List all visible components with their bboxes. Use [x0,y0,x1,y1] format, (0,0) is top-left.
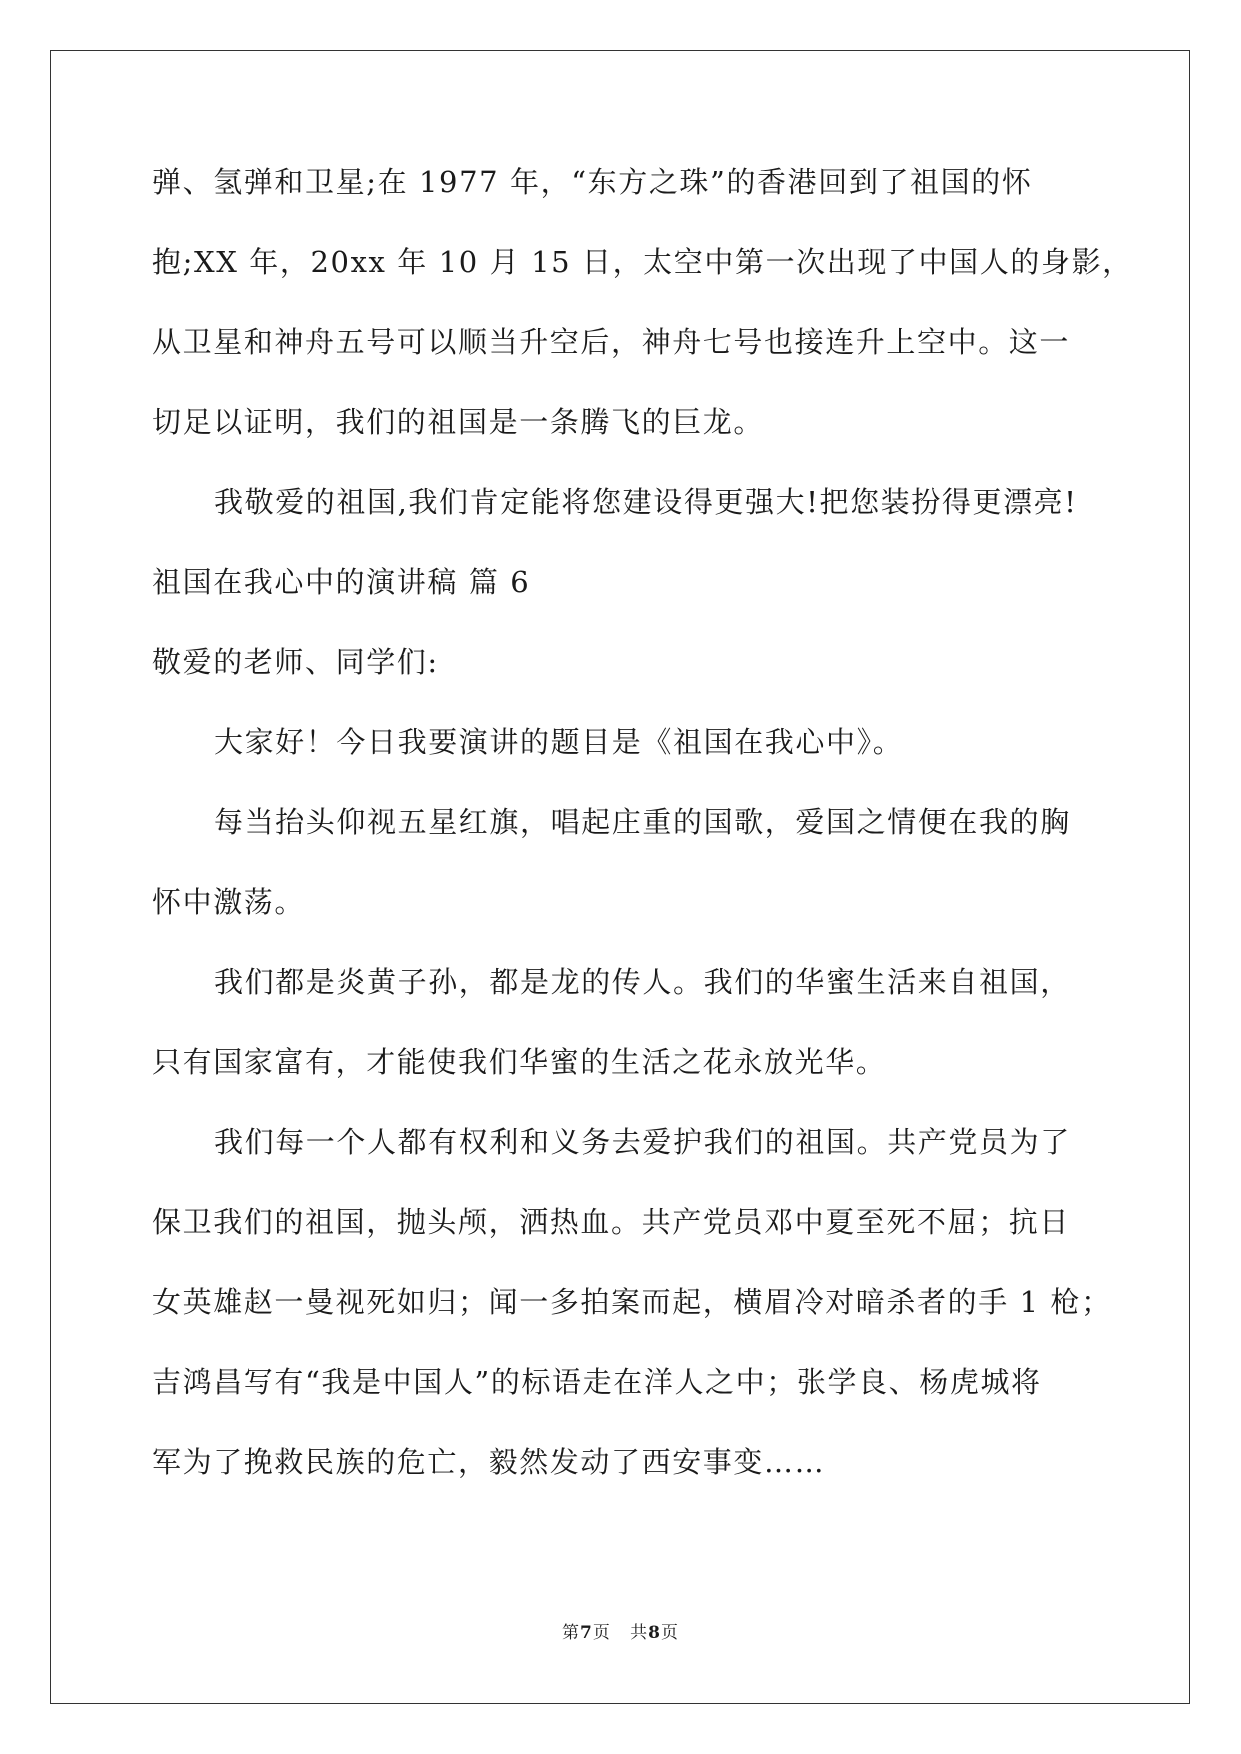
text-line: 每当抬头仰视五星红旗，唱起庄重的国歌，爱国之情便在我的胸 [214,805,1071,839]
text-line: 从卫星和神舟五号可以顺当升空后，神舟七号也接连升上空中。这一 [152,325,1071,359]
footer-total-prefix: 共 [630,1623,649,1643]
text-line: 怀中激荡。 [152,885,306,919]
text-line: 女英雄赵一曼视死如归；闻一多拍案而起，横眉冷对暗杀者的手 1 枪； [152,1285,1112,1319]
text-line: 保卫我们的祖国，抛头颅，洒热血。共产党员邓中夏至死不屈；抗日 [152,1205,1071,1239]
text-line: 军为了挽救民族的危亡，毅然发动了西安事变…… [152,1445,826,1479]
footer-page-word: 页 [592,1623,611,1643]
text-line: 只有国家富有，才能使我们华蜜的生活之花永放光华。 [152,1045,887,1079]
text-line: 我们每一个人都有权利和义务去爱护我们的祖国。共产党员为了 [214,1125,1071,1159]
text-line: 敬爱的老师、同学们: [152,645,439,679]
text-line: 祖国在我心中的演讲稿 篇 6 [152,565,531,599]
document-body [152,160,1133,1520]
footer-prefix: 第 [562,1623,581,1643]
text-line: 切足以证明，我们的祖国是一条腾飞的巨龙。 [152,405,765,439]
total-page-number: 8 [648,1623,661,1643]
page-footer [0,1618,1241,1643]
text-line: 弹、氢弹和卫星;在 1977 年，“东方之珠”的香港回到了祖国的怀 [152,165,1033,199]
text-line: 大家好！今日我要演讲的题目是《祖国在我心中》。 [214,725,904,759]
text-line: 我敬爱的祖国,我们肯定能将您建设得更强大!把您装扮得更漂亮! [214,485,1078,519]
text-line: 抱;XX 年，20xx 年 10 月 15 日，太空中第一次出现了中国人的身影， [152,245,1133,279]
current-page-number: 7 [580,1623,593,1643]
footer-total-suffix: 页 [660,1623,679,1643]
text-line: 吉鸿昌写有“我是中国人”的标语走在洋人之中；张学良、杨虎城将 [152,1365,1042,1399]
text-line: 我们都是炎黄子孙，都是龙的传人。我们的华蜜生活来自祖国， [214,965,1071,999]
